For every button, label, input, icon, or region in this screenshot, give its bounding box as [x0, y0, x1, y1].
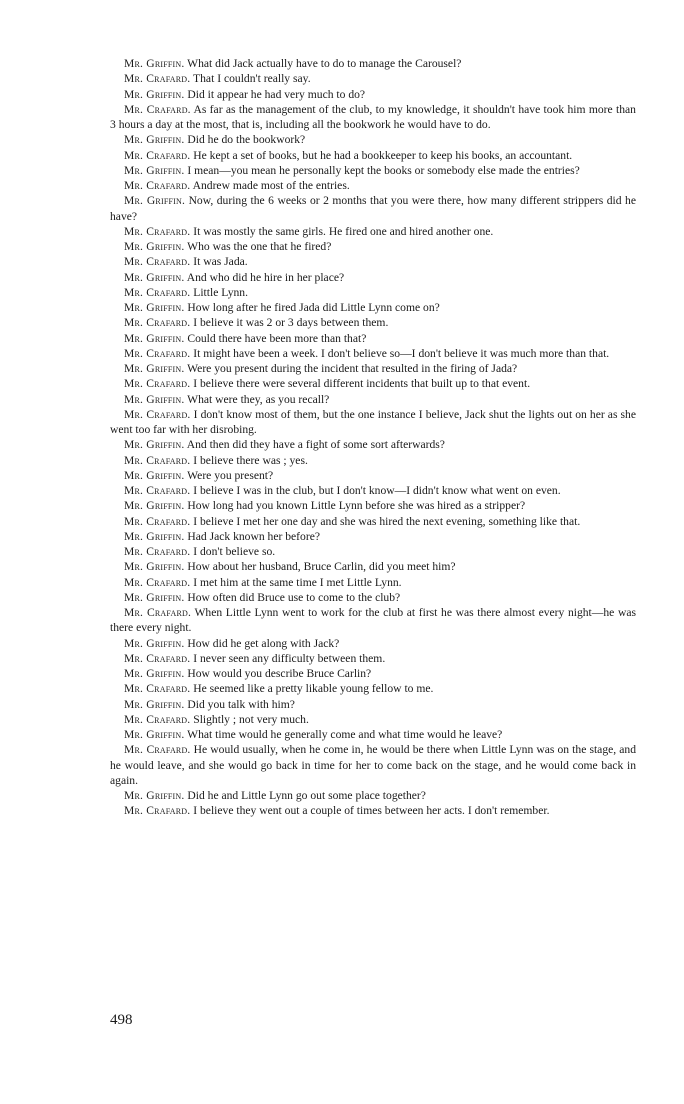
- speech-text: I believe I met her one day and she was hired the next evening, something like that.: [193, 514, 581, 528]
- speaker-name: Mr. Griffin.: [124, 438, 185, 452]
- transcript-paragraph: [110, 87, 636, 102]
- speaker-name: Mr. Crafard.: [124, 377, 191, 391]
- transcript-paragraph: [110, 178, 636, 193]
- transcript-paragraph: [110, 361, 636, 376]
- transcript-paragraph: [110, 559, 636, 574]
- speech-text: It might have been a week. I don't believe so—I don't believe it was much more than that.: [193, 346, 610, 360]
- speech-text: How often did Bruce use to come to the club?: [187, 590, 401, 604]
- transcript-paragraph: [110, 148, 636, 163]
- speaker-name: Mr. Crafard.: [124, 682, 191, 696]
- speech-text: I believe there were several different incidents that built up to that event.: [193, 377, 531, 391]
- speech-text: I believe there was ; yes.: [193, 453, 308, 467]
- speaker-name: Mr. Crafard.: [124, 606, 192, 619]
- speaker-name: Mr. Crafard.: [124, 102, 191, 116]
- speech-text: Did he do the bookwork?: [187, 133, 306, 147]
- transcript-paragraph: [110, 163, 636, 178]
- speaker-name: Mr. Griffin.: [124, 590, 185, 604]
- speech-text: Were you present?: [187, 468, 274, 482]
- transcript-paragraph: [110, 453, 636, 468]
- speaker-name: Mr. Griffin.: [124, 270, 185, 284]
- speaker-name: Mr. Crafard.: [124, 453, 191, 467]
- speaker-name: Mr. Griffin.: [124, 133, 185, 147]
- transcript-paragraph: [110, 300, 636, 315]
- transcript-paragraph: [110, 697, 636, 712]
- speaker-name: Mr. Griffin.: [124, 636, 185, 650]
- transcript-paragraph: [110, 346, 636, 361]
- transcript-paragraph: [110, 270, 636, 285]
- transcript-paragraph: [110, 102, 636, 133]
- speaker-name: Mr. Crafard.: [124, 743, 191, 757]
- transcript-paragraph: [110, 636, 636, 651]
- speaker-name: Mr. Griffin.: [124, 163, 185, 177]
- speech-text: I believe it was 2 or 3 days between them.: [193, 316, 389, 330]
- transcript-paragraph: [110, 803, 636, 818]
- transcript-paragraph: [110, 712, 636, 727]
- speech-text: I never seen any difficulty between them.: [193, 651, 386, 665]
- transcript-body: [110, 56, 636, 819]
- transcript-paragraph: [110, 239, 636, 254]
- speaker-name: Mr. Griffin.: [124, 392, 185, 406]
- speech-text: When Little Lynn went to work for the club at first he was there almost every night—he was there every night.: [110, 606, 636, 635]
- speech-text: Did it appear he had very much to do?: [187, 87, 366, 101]
- speaker-name: Mr. Griffin.: [124, 667, 185, 680]
- speaker-name: Mr. Griffin.: [124, 728, 185, 741]
- speech-text: Slightly ; not very much.: [193, 712, 309, 726]
- speech-text: What did Jack actually have to do to manage the Carousel?: [187, 57, 462, 70]
- speech-text: It was Jada.: [193, 255, 248, 269]
- page-number: 498: [110, 1012, 133, 1028]
- transcript-paragraph: [110, 132, 636, 147]
- speech-text: I don't know most of them, but the one instance I believe, Jack shut the lights out on her as she went too far with her disrobing.: [110, 407, 637, 436]
- speech-text: He would usually, when he come in, he would be there when Little Lynn was on the stage, and he would leave, and she would go back in time for her to come back on the stage, and he would come back in again.: [110, 743, 637, 787]
- speaker-name: Mr. Griffin.: [124, 87, 185, 101]
- speaker-name: Mr. Griffin.: [124, 57, 185, 70]
- transcript-paragraph: [110, 788, 636, 803]
- transcript-paragraph: [110, 575, 636, 590]
- speech-text: I mean—you mean he personally kept the books or somebody else made the entries?: [187, 163, 580, 177]
- transcript-paragraph: [110, 285, 636, 300]
- speech-text: How would you describe Bruce Carlin?: [187, 667, 372, 680]
- speech-text: How long after he fired Jada did Little Lynn come on?: [187, 301, 440, 314]
- speech-text: I believe they went out a couple of times between her acts. I don't remember.: [193, 804, 550, 818]
- transcript-paragraph: [110, 56, 636, 71]
- speaker-name: Mr. Griffin.: [124, 560, 185, 574]
- transcript-paragraph: [110, 254, 636, 269]
- transcript-paragraph: [110, 498, 636, 513]
- speech-text: What were they, as you recall?: [187, 392, 330, 406]
- speech-text: And then did they have a fight of some sort afterwards?: [186, 438, 445, 452]
- speech-text: How about her husband, Bruce Carlin, did you meet him?: [187, 560, 456, 574]
- speaker-name: Mr. Griffin.: [124, 240, 185, 253]
- transcript-paragraph: [110, 651, 636, 666]
- speech-text: How long had you known Little Lynn before she was hired as a stripper?: [187, 499, 526, 513]
- transcript-paragraph: [110, 514, 636, 529]
- speech-text: Now, during the 6 weeks or 2 months that you were there, how many different strippers did he have?: [110, 194, 636, 223]
- speaker-name: Mr. Griffin.: [124, 529, 185, 543]
- speaker-name: Mr. Crafard.: [124, 651, 191, 665]
- speaker-name: Mr. Crafard.: [124, 804, 191, 818]
- transcript-paragraph: [110, 727, 636, 742]
- speech-text: Did you talk with him?: [187, 697, 295, 711]
- speaker-name: Mr. Crafard.: [124, 514, 191, 528]
- speaker-name: Mr. Crafard.: [124, 407, 191, 421]
- speech-text: It was mostly the same girls. He fired one and hired another one.: [193, 224, 494, 238]
- speaker-name: Mr. Griffin.: [124, 301, 185, 314]
- speaker-name: Mr. Crafard.: [124, 224, 191, 238]
- speaker-name: Mr. Crafard.: [124, 712, 191, 726]
- speaker-name: Mr. Griffin.: [124, 194, 186, 208]
- speaker-name: Mr. Crafard.: [124, 575, 191, 589]
- transcript-page: [110, 56, 636, 819]
- transcript-paragraph: [110, 331, 636, 346]
- transcript-paragraph: [110, 681, 636, 696]
- speech-text: And who did he hire in her place?: [186, 270, 345, 284]
- speech-text: Little Lynn.: [193, 285, 248, 299]
- speech-text: He kept a set of books, but he had a bookkeeper to keep his books, an accountant.: [193, 148, 573, 162]
- transcript-paragraph: [110, 468, 636, 483]
- transcript-paragraph: [110, 437, 636, 452]
- transcript-paragraph: [110, 392, 636, 407]
- speaker-name: Mr. Crafard.: [124, 179, 191, 192]
- speaker-name: Mr. Griffin.: [124, 468, 185, 482]
- speech-text: How did he get along with Jack?: [187, 636, 340, 650]
- speaker-name: Mr. Crafard.: [124, 72, 191, 86]
- speech-text: That I couldn't really say.: [193, 72, 311, 86]
- transcript-paragraph: [110, 742, 636, 788]
- speaker-name: Mr. Griffin.: [124, 331, 185, 345]
- speech-text: As far as the management of the club, to my knowledge, it shouldn't have took him more than 3 hours a day at the most, that is, including all the bookwork he would have to do.: [110, 102, 636, 131]
- transcript-paragraph: [110, 590, 636, 605]
- speaker-name: Mr. Crafard.: [124, 255, 191, 269]
- speech-text: Were you present during the incident that resulted in the firing of Jada?: [187, 362, 518, 375]
- speech-text: I met him at the same time I met Little Lynn.: [193, 575, 402, 589]
- transcript-paragraph: [110, 666, 636, 681]
- speech-text: Did he and Little Lynn go out some place together?: [187, 789, 426, 802]
- speaker-name: Mr. Crafard.: [124, 346, 191, 360]
- speech-text: I don't believe so.: [193, 545, 276, 558]
- speaker-name: Mr. Crafard.: [124, 484, 191, 497]
- transcript-paragraph: [110, 529, 636, 544]
- speech-text: Had Jack known her before?: [187, 529, 320, 543]
- speaker-name: Mr. Crafard.: [124, 545, 191, 558]
- transcript-paragraph: [110, 315, 636, 330]
- transcript-paragraph: [110, 224, 636, 239]
- speech-text: I believe I was in the club, but I don't know—I didn't know what went on even.: [193, 484, 561, 497]
- transcript-paragraph: [110, 376, 636, 391]
- speaker-name: Mr. Griffin.: [124, 697, 185, 711]
- speech-text: Andrew made most of the entries.: [192, 179, 350, 192]
- speech-text: Could there have been more than that?: [187, 331, 367, 345]
- transcript-paragraph: [110, 483, 636, 498]
- speech-text: What time would he generally come and what time would he leave?: [187, 728, 503, 741]
- transcript-paragraph: [110, 71, 636, 86]
- transcript-paragraph: [110, 605, 636, 636]
- speaker-name: Mr. Crafard.: [124, 316, 191, 330]
- speech-text: He seemed like a pretty likable young fellow to me.: [193, 682, 434, 696]
- speaker-name: Mr. Crafard.: [124, 285, 191, 299]
- speaker-name: Mr. Griffin.: [124, 362, 185, 375]
- speaker-name: Mr. Crafard.: [124, 148, 191, 162]
- speaker-name: Mr. Griffin.: [124, 499, 185, 513]
- speech-text: Who was the one that he fired?: [187, 240, 332, 253]
- transcript-paragraph: [110, 544, 636, 559]
- transcript-paragraph: [110, 193, 636, 224]
- speaker-name: Mr. Griffin.: [124, 789, 185, 802]
- transcript-paragraph: [110, 407, 636, 438]
